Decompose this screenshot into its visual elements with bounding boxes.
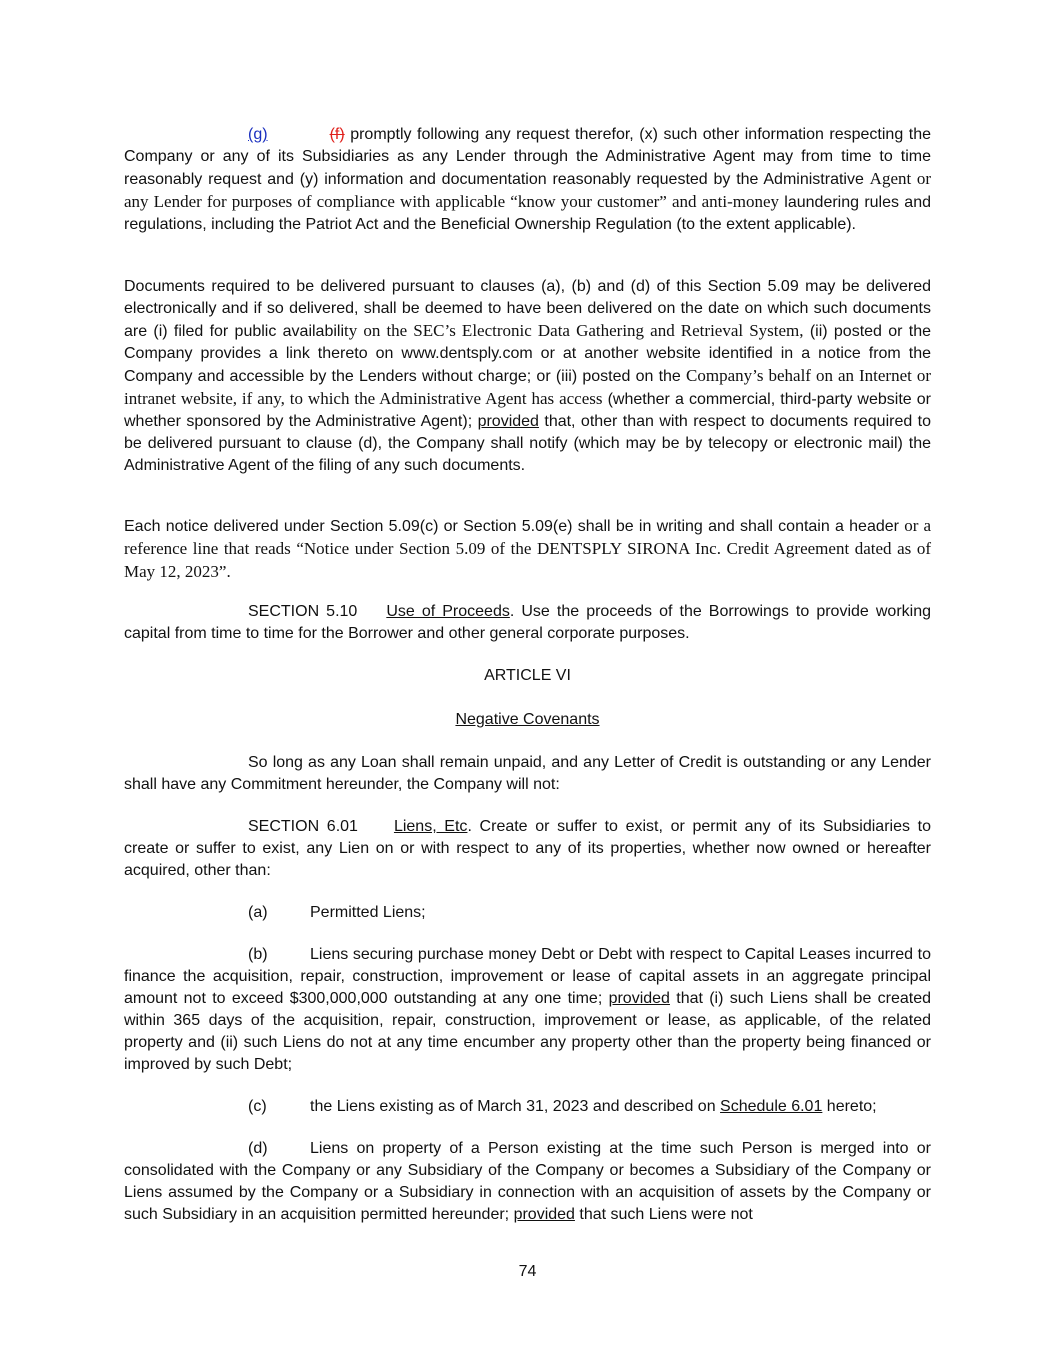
item-label: (c): [248, 1098, 267, 1115]
item-label: (d): [248, 1140, 268, 1157]
documents-text-2: (ii) posted or the Company provides a link thereto on www.dentsply.com or at another website identified in a notice from the Company and accessible by the Lenders without charge; or (iii) posted on the: [124, 323, 931, 385]
paragraph-g-text: promptly following any request therefor, (x) such other information respecting the Company or any of its Subsidiaries as any Lender through the Administrative Agent may from time to time reasonably request and (y) information and documentation reasonably requested by the Administrative: [124, 126, 931, 188]
paragraph-g: [124, 124, 931, 236]
article-heading: ARTICLE VI: [484, 667, 571, 684]
notice-text-serif: or a reference line that reads “Notice under Section 5.09 of the DENTSPLY SIRONA Inc. Credit Agreement dated as of May 12, 2023”.: [124, 516, 931, 581]
notice-text-1: Each notice delivered under Section 5.09(c) or Section 5.09(e) shall be in writing and shall contain a header: [124, 518, 905, 535]
inserted-clause-marker: (g): [248, 126, 268, 143]
item-text-2: hereto;: [822, 1098, 877, 1115]
item-c: [124, 1096, 931, 1118]
section-number: SECTION 6.01: [248, 818, 358, 835]
provided-term: provided: [608, 990, 670, 1007]
section-5-10: [124, 601, 931, 645]
documents-text-3: (whether a commercial, third-party website or whether sponsored by the Administrative Agent);: [124, 391, 931, 430]
paragraph-g-text-serif: Agent or any Lender for purposes of compliance with applicable “know your customer” and anti-money: [124, 169, 931, 211]
item-label: (a): [248, 904, 268, 921]
article-subheading: [124, 709, 931, 731]
so-long-text: So long as any Loan shall remain unpaid, and any Letter of Credit is outstanding or any Lender shall have any Commitment hereunder, the Company will not:: [124, 754, 931, 793]
deleted-clause-marker: (f): [329, 126, 345, 143]
item-text-1: the Liens existing as of March 31, 2023 and described on: [310, 1098, 721, 1115]
paragraph-so-long: [124, 752, 931, 796]
paragraph-documents: [124, 276, 931, 477]
section-title: Liens, Etc: [393, 818, 468, 835]
item-text-2: that such Liens were not: [574, 1206, 753, 1223]
documents-text-serif-2: Company’s behalf on an Internet or intranet website, if any, to which the Administrative Agent has access: [124, 366, 932, 408]
section-title: Use of Proceeds: [386, 603, 510, 620]
section-6-01: [124, 816, 931, 882]
item-text-1: Liens on property of a Person existing at the time such Person is merged into or consolidated with the Company or any Subsidiary of the Company or becomes a Subsidiary of the Company or Liens assumed by the Company or a Subsidiary in connection with an acquisition of assets by the Company or such Subsidiary in an acquisition permitted hereunder;: [124, 1140, 931, 1223]
article-subheading-text: Negative Covenants: [455, 711, 600, 728]
section-text: . Create or suffer to exist, or permit any of its Subsidiaries to create or suffer to exist, any Lien on or with respect to any of its properties, whether now owned or hereafter acquired, other than:: [124, 818, 931, 879]
item-b: [124, 944, 931, 1076]
section-text: . Use the proceeds of the Borrowings to provide working capital from time to time for the Borrower and other general corporate purposes.: [124, 603, 931, 642]
provided-term: provided: [513, 1206, 575, 1223]
paragraph-g-text-end: laundering rules and regulations, including the Patriot Act and the Beneficial Ownership Regulation (to the extent applicable).: [124, 194, 931, 233]
documents-text-1: Documents required to be delivered pursuant to clauses (a), (b) and (d) of this Section 5.09 may be delivered electronically and if so delivered, shall be deemed to have been delivered on the date on which such documents are (i) filed for public availabili: [124, 278, 931, 340]
documents-text-serif-1: ty on the SEC’s Electronic Data Gathering and Retrieval System,: [344, 321, 804, 340]
item-text-1: Liens securing purchase money Debt or Debt with respect to Capital Leases incurred to finance the acquisition, repair, construction, improvement or lease of capital assets in an aggregate principal amount not to exceed $300,000,000 outstanding at any one time;: [124, 946, 931, 1007]
schedule-reference: Schedule 6.01: [720, 1098, 823, 1115]
provided-term: provided: [477, 413, 539, 430]
item-label: (b): [248, 946, 268, 963]
item-text: Permitted Liens;: [310, 904, 426, 921]
item-a: [124, 902, 931, 924]
paragraph-notice: [124, 515, 931, 584]
item-text-2: that (i) such Liens shall be created within 365 days of the acquisition, repair, construction, improvement or lease, as applicable, of the related property and (ii) such Liens do not at any time encumber any property other than the property being financed or improved by such Debt;: [124, 990, 931, 1073]
item-d: [124, 1138, 931, 1226]
documents-text-4: that, other than with respect to documents required to be delivered pursuant to clause (d), the Company shall notify (which may be by telecopy or electronic mail) the Administrative Agent of the filing of any such documents.: [124, 413, 932, 474]
section-number: SECTION 5.10: [248, 603, 358, 620]
page-number: 74: [518, 1263, 537, 1280]
